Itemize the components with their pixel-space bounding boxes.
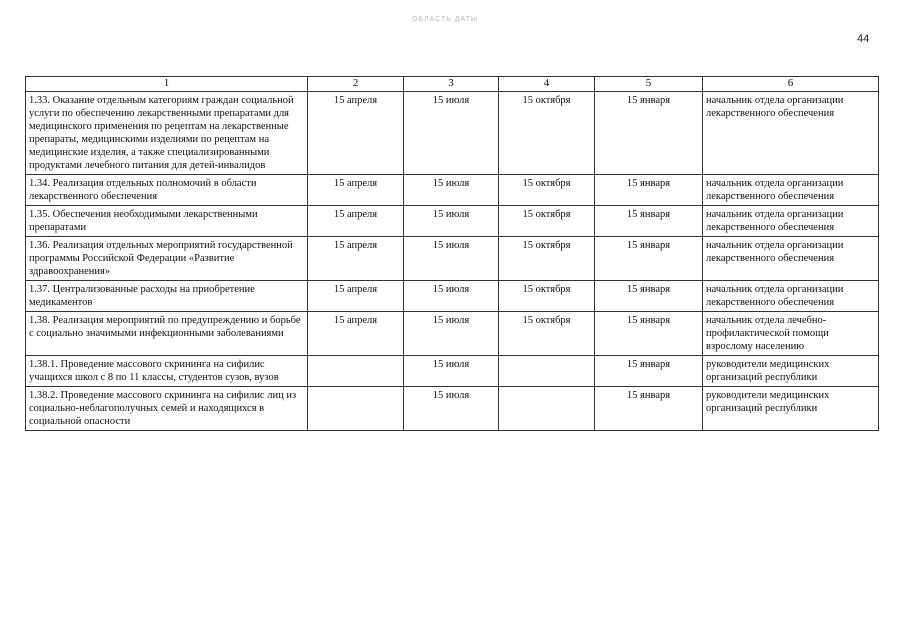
table-cell: 15 января: [595, 312, 703, 356]
table-cell: 15 января: [595, 92, 703, 175]
table-cell: 15 апреля: [308, 281, 404, 312]
table-cell: 15 июля: [404, 281, 499, 312]
table-cell: начальник отдела организации лекарственного обеспечения: [703, 281, 879, 312]
table-cell: 1.35. Обеспечения необходимыми лекарственными препаратами: [26, 206, 308, 237]
table-row: [26, 92, 879, 175]
table-cell: 15 апреля: [308, 175, 404, 206]
column-header: 6: [703, 77, 879, 92]
table-row: [26, 312, 879, 356]
table-cell: 15 июля: [404, 175, 499, 206]
table-header-row: [26, 77, 879, 92]
table-cell: начальник отдела лечебно-профилактической помощи взрослому населению: [703, 312, 879, 356]
column-header: 3: [404, 77, 499, 92]
table-cell: 15 октября: [499, 175, 595, 206]
table-cell: начальник отдела организации лекарственного обеспечения: [703, 175, 879, 206]
table-body: [26, 92, 879, 431]
table-cell: 15 апреля: [308, 237, 404, 281]
table-cell: [308, 387, 404, 431]
table-cell: 15 января: [595, 356, 703, 387]
table-row: [26, 175, 879, 206]
table-cell: 15 января: [595, 206, 703, 237]
schedule-table: [25, 76, 879, 431]
table-cell: 15 июля: [404, 312, 499, 356]
table-row: [26, 237, 879, 281]
table-cell: 15 января: [595, 281, 703, 312]
table-cell: 1.36. Реализация отдельных мероприятий государственной программы Российской Федерации «Развитие здравоохранения»: [26, 237, 308, 281]
column-header: 2: [308, 77, 404, 92]
table-cell: 15 октября: [499, 206, 595, 237]
faint-header-text: ОБЛАСТЬ ДАТЫ: [412, 16, 479, 23]
table-cell: 15 октября: [499, 92, 595, 175]
table-cell: [499, 356, 595, 387]
table-cell: 1.33. Оказание отдельным категориям граждан социальной услуги по обеспечению лекарственными препаратами для медицинского применения по рецептам на лекарственные препараты, медицинскими изделиями по рецептам на медицинские изделия, а также специализированными продуктами лечебного питания для детей-инвалидов: [26, 92, 308, 175]
table-cell: 1.34. Реализация отдельных полномочий в области лекарственного обеспечения: [26, 175, 308, 206]
table-cell: 15 октября: [499, 237, 595, 281]
table-cell: 15 января: [595, 237, 703, 281]
table-cell: 15 июля: [404, 92, 499, 175]
table-cell: 15 апреля: [308, 92, 404, 175]
table-cell: [499, 387, 595, 431]
table-row: [26, 387, 879, 431]
table-cell: начальник отдела организации лекарственного обеспечения: [703, 92, 879, 175]
table-cell: 1.37. Централизованные расходы на приобретение медикаментов: [26, 281, 308, 312]
table-row: [26, 356, 879, 387]
table-cell: 15 июля: [404, 206, 499, 237]
table-row: [26, 281, 879, 312]
table-cell: 15 июля: [404, 237, 499, 281]
table-cell: начальник отдела организации лекарственного обеспечения: [703, 206, 879, 237]
page-number: 44: [857, 33, 870, 45]
table-cell: 15 января: [595, 175, 703, 206]
table-cell: 15 октября: [499, 312, 595, 356]
table-cell: начальник отдела организации лекарственного обеспечения: [703, 237, 879, 281]
table-cell: 15 июля: [404, 387, 499, 431]
table-cell: руководители медицинских организаций республики: [703, 387, 879, 431]
table-cell: 15 апреля: [308, 206, 404, 237]
table-cell: [308, 356, 404, 387]
table-cell: 1.38.1. Проведение массового скрининга на сифилис учащихся школ с 8 по 11 классы, студентов сузов, вузов: [26, 356, 308, 387]
column-header: 5: [595, 77, 703, 92]
table-cell: руководители медицинских организаций республики: [703, 356, 879, 387]
table-cell: 15 апреля: [308, 312, 404, 356]
table-cell: 15 июля: [404, 356, 499, 387]
table-row: [26, 206, 879, 237]
column-header: 1: [26, 77, 308, 92]
table-cell: 15 октября: [499, 281, 595, 312]
table-cell: 15 января: [595, 387, 703, 431]
column-header: 4: [499, 77, 595, 92]
table-cell: 1.38. Реализация мероприятий по предупреждению и борьбе с социально значимыми инфекционными заболеваниями: [26, 312, 308, 356]
table-cell: 1.38.2. Проведение массового скрининга на сифилис лиц из социально-неблагополучных семей и находящихся в социальной опасности: [26, 387, 308, 431]
